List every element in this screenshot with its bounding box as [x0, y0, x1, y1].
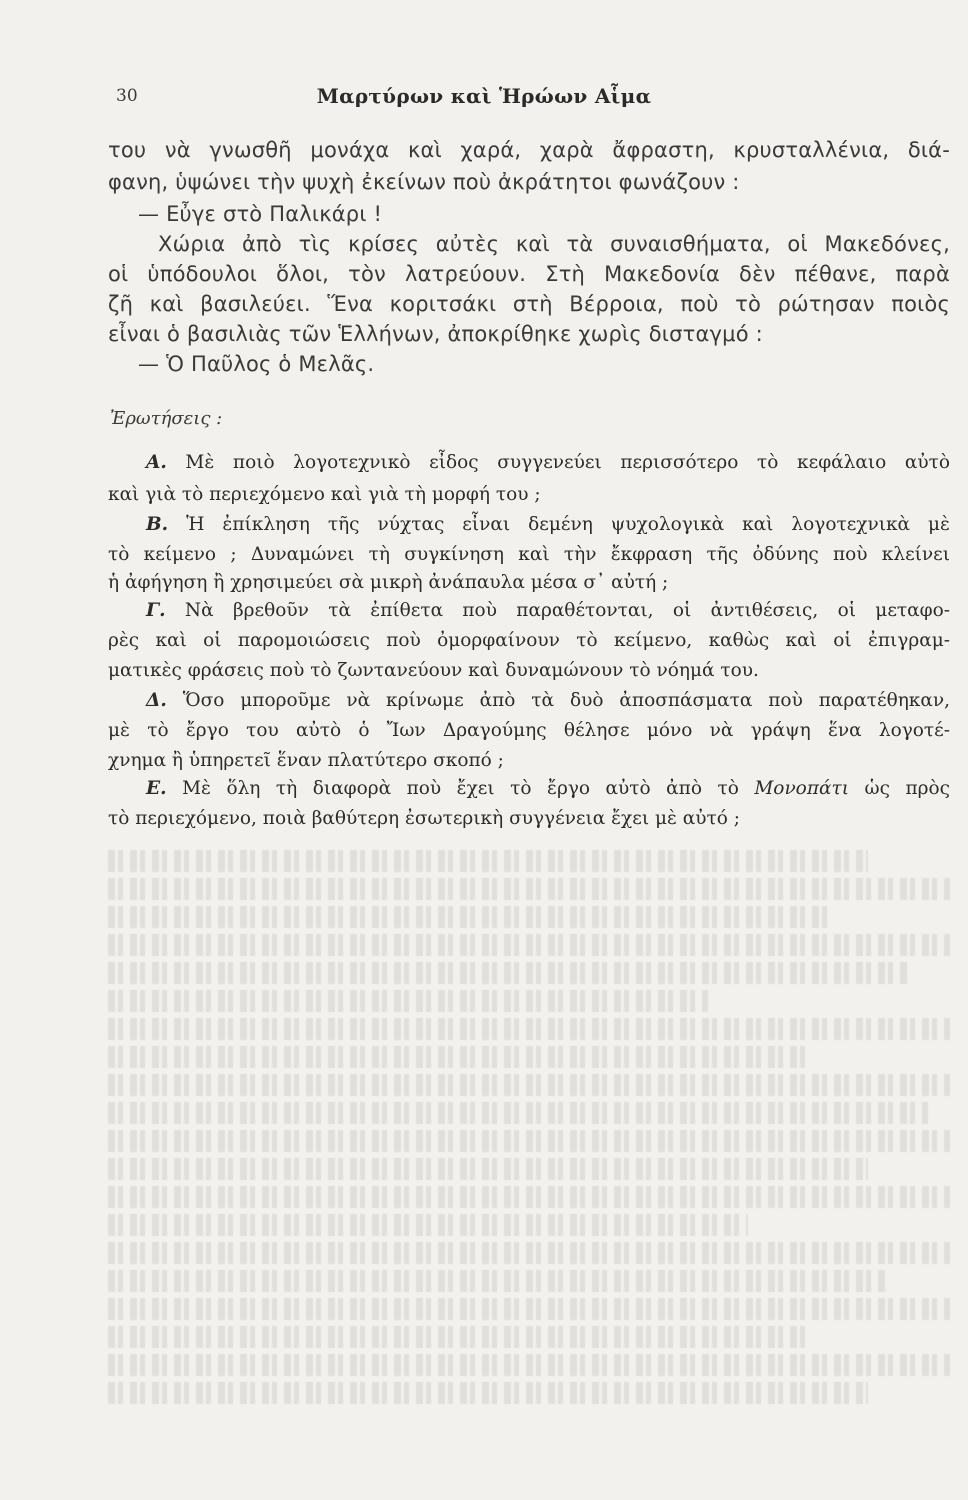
question-text: Μὲ ὅλη τὴ διαφορὰ ποὺ ἔχει τὸ ἔργο αὐτὸ ἀπὸ τὸ Μονοπάτι ὡς πρὸς [182, 778, 950, 799]
question-b-line: ἡ ἀφήγηση ἢ χρησιμεύει σὰ μικρὴ ἀνάπαυλα μέσα σ᾿ αὐτή ; [108, 572, 669, 593]
question-c-line: ματικὲς φράσεις ποὺ τὸ ζωντανεύουν καὶ δυναμώνουν τὸ νόημά του. [108, 660, 759, 681]
narrative-line: του νὰ γνωσθῆ μονάχα καὶ χαρά, χαρὰ ἄφραστη, κρυσταλλένια, διά- [108, 138, 950, 162]
narrative-line: Χώρια ἀπὸ τὶς κρίσες αὐτὲς καὶ τὰ συναισθήματα, οἱ Μακεδόνες, [158, 232, 950, 256]
question-label: Β. [146, 514, 169, 535]
question-e-line: τὸ περιεχόμενο, ποιὰ βαθύτερη ἐσωτερικὴ συγγένεια ἔχει μὲ αὐτό ; [108, 808, 741, 829]
question-text: Νὰ βρεθοῦν τὰ ἐπίθετα ποὺ παραθέτονται, οἱ ἀντιθέσεις, οἱ μεταφο- [184, 600, 950, 621]
question-c [108, 600, 950, 630]
questions-heading: Ἐρωτήσεις : [110, 408, 223, 429]
question-c-line: ρὲς καὶ οἱ παρομοιώσεις ποὺ ὀμορφαίνουν τὸ κείμενο, καθὼς καὶ οἱ ἐπιγραμ- [108, 630, 950, 651]
question-b-line: τὸ κείμενο ; Δυναμώνει τὴ συγκίνηση καὶ τὴν ἔκφραση τῆς ὀδύνης ποὺ κλείνει [108, 544, 950, 565]
page-number: 30 [116, 86, 138, 106]
question-e [108, 778, 950, 808]
question-label: Δ. [146, 690, 167, 711]
question-label: Α. [146, 452, 167, 473]
question-a [108, 452, 950, 482]
question-d-line: χνημα ἢ ὑπηρετεῖ ἕναν πλατύτερο σκοπό ; [108, 750, 504, 771]
question-d-line: μὲ τὸ ἔργο του αὐτὸ ὁ Ἴων Δραγούμης θέλησε μόνο νὰ γράψη ἕνα λογοτέ- [108, 720, 950, 741]
narrative-line: ζῆ καὶ βασιλεύει. Ἕνα κοριτσάκι στὴ Βέρροια, ποὺ τὸ ρώτησαν ποιὸς [108, 292, 950, 316]
question-b [108, 514, 950, 544]
running-head: Μαρτύρων καὶ Ἡρώων Αἷμα [316, 84, 652, 108]
question-d [108, 690, 950, 720]
question-label: Γ. [146, 600, 166, 621]
question-text: Ἡ ἐπίκληση τῆς νύχτας εἶναι δεμένη ψυχολογικὰ καὶ λογοτεχνικὰ μὲ [186, 514, 950, 535]
question-text: Μὲ ποιὸ λογοτεχνικὸ εἶδος συγγενεύει περισσότερο τὸ κεφάλαιο αὐτὸ [185, 452, 950, 473]
narrative-line: — Ὁ Παῦλος ὁ Μελᾶς. [138, 352, 375, 376]
narrative-line: οἱ ὑπόδουλοι ὅλοι, τὸν λατρεύουν. Στὴ Μακεδονία δὲν πέθανε, παρὰ [108, 262, 950, 286]
narrative-line: εἶναι ὁ βασιλιὰς τῶν Ἑλλήνων, ἀποκρίθηκε χωρὶς δισταγμό : [108, 322, 763, 346]
book-title: Μονοπάτι [754, 778, 849, 799]
question-label: Ε. [146, 778, 167, 799]
question-text: Ὅσο μποροῦμε νὰ κρίνωμε ἀπὸ τὰ δυὸ ἀποσπάσματα ποὺ παρατέθηκαν, [182, 690, 950, 711]
question-a-line: καὶ γιὰ τὸ περιεχόμενο καὶ γιὰ τὴ μορφή του ; [108, 484, 541, 505]
narrative-line: — Εὖγε στὸ Παλικάρι ! [138, 202, 383, 226]
narrative-line: φανη, ὑψώνει τὴν ψυχὴ ἐκείνων ποὺ ἀκράτητοι φωνάζουν : [108, 170, 740, 194]
